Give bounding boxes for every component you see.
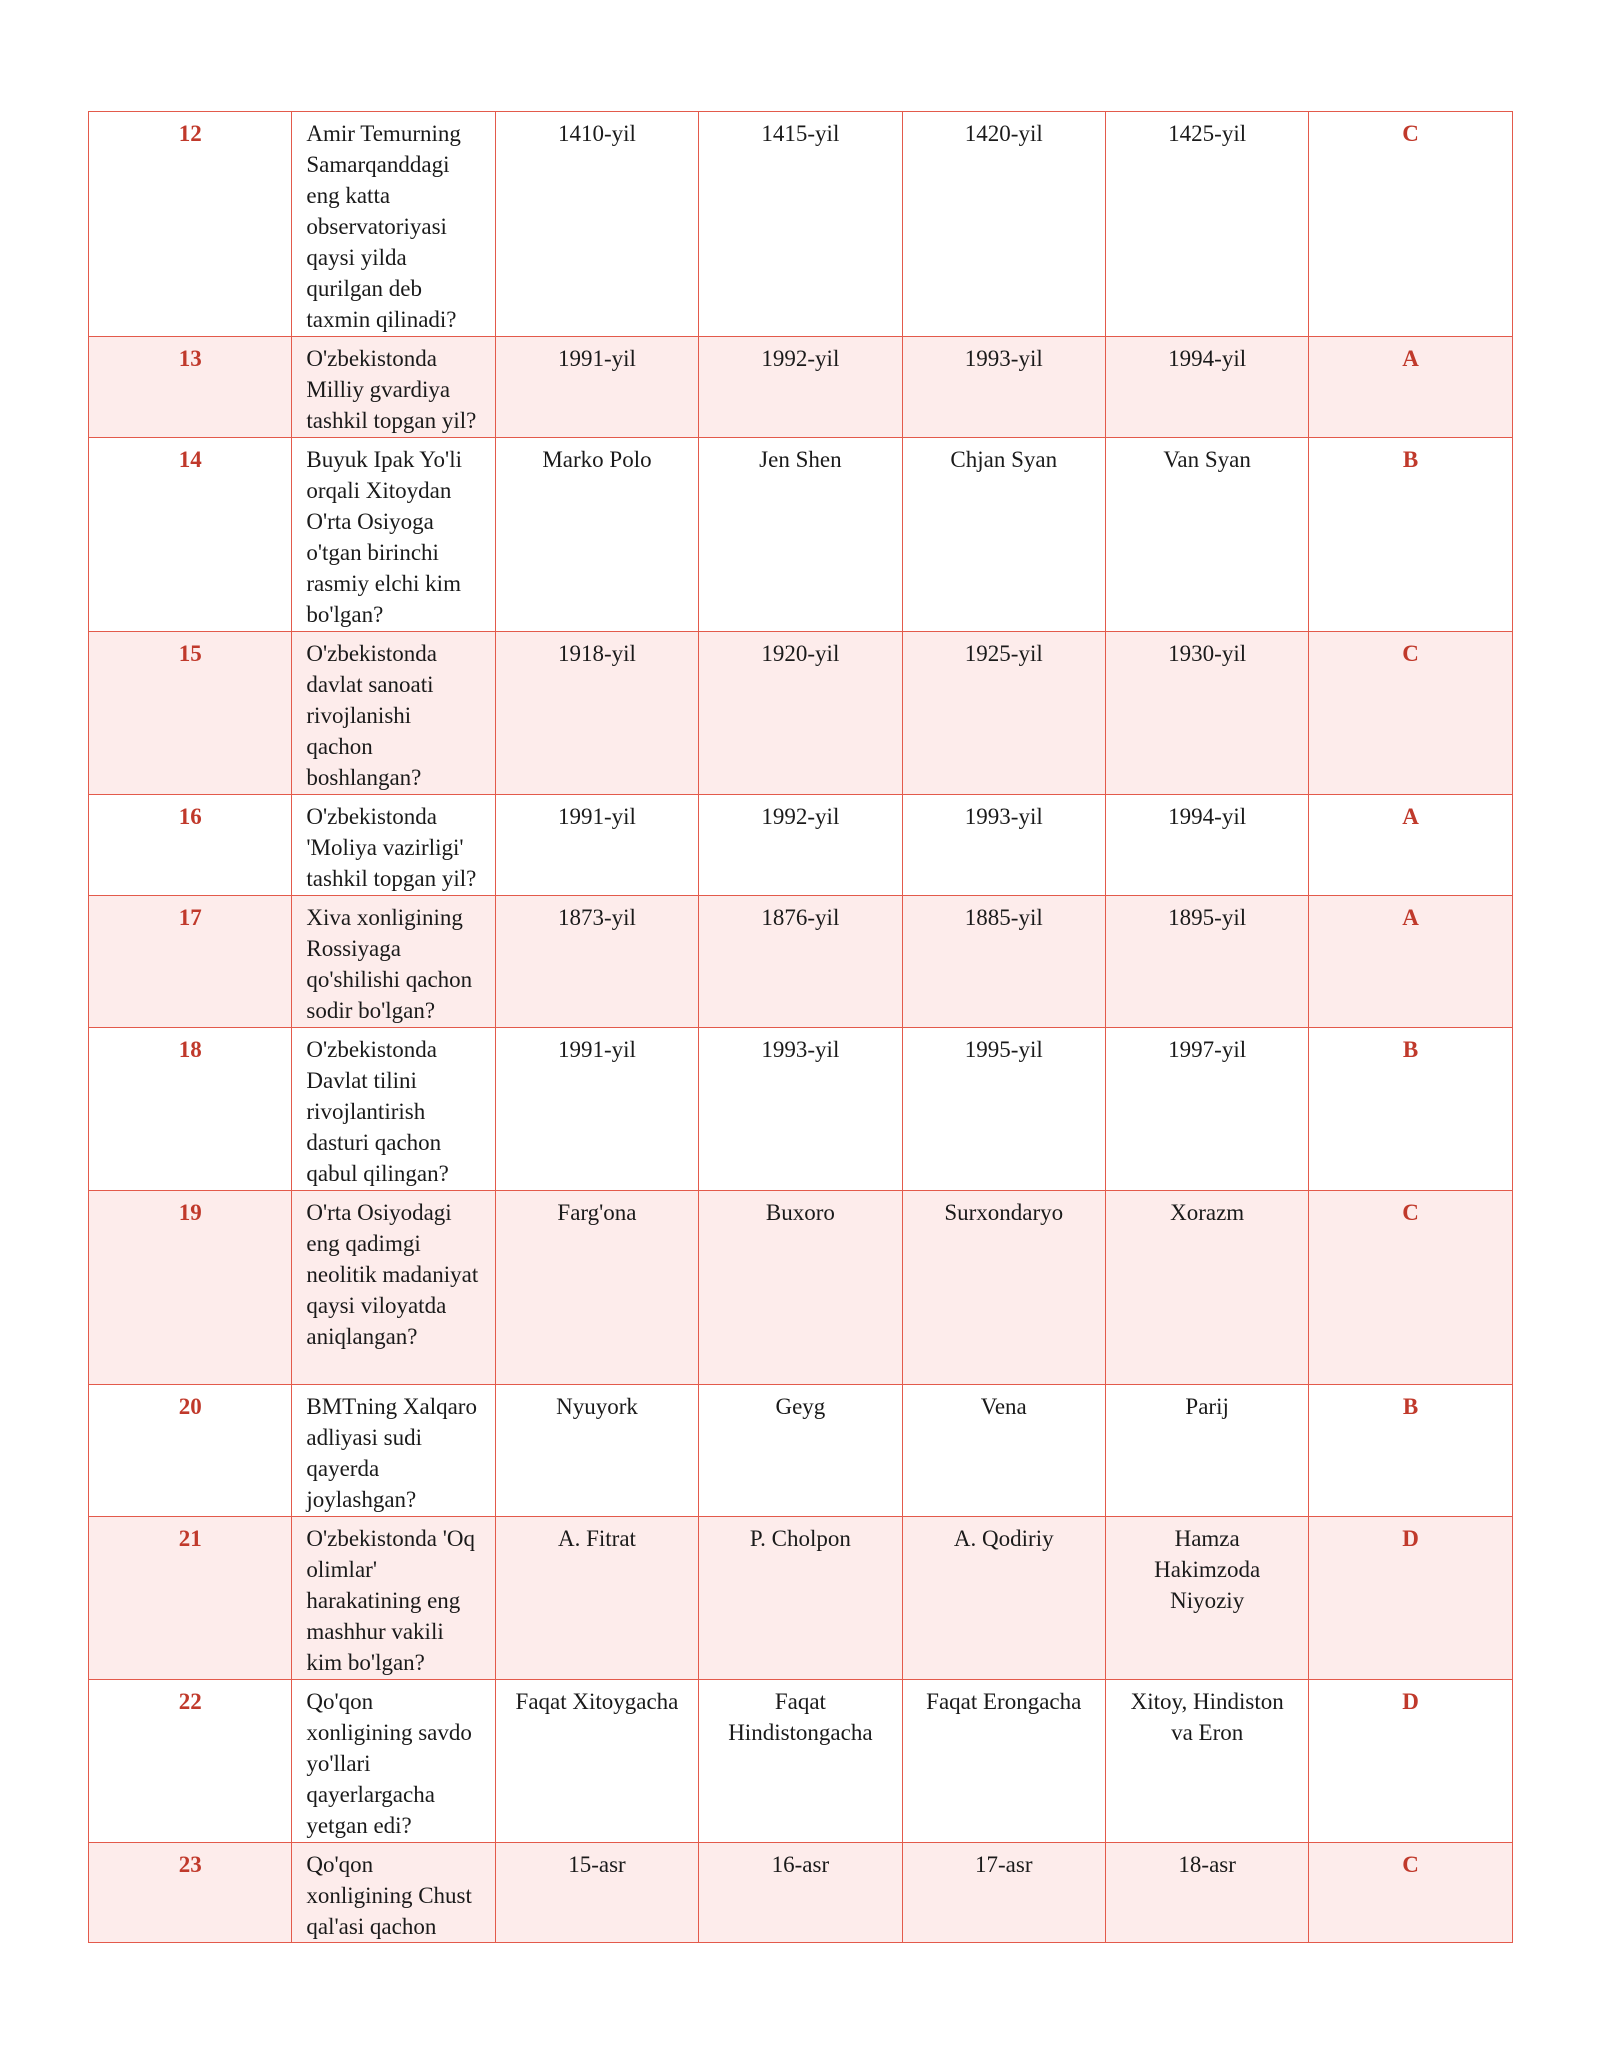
option-d: 18-asr xyxy=(1105,1843,1308,1943)
question-number: 15 xyxy=(89,632,292,795)
option-b: 1993-yil xyxy=(699,1028,902,1191)
correct-answer: C xyxy=(1309,1191,1512,1385)
table-row xyxy=(89,1517,1513,1680)
table-row xyxy=(89,337,1513,438)
option-b: 1920-yil xyxy=(699,632,902,795)
option-a: 1410-yil xyxy=(495,112,698,337)
question-text: O'zbekistonda 'Moliya vazirligi' tashkil topgan yil? xyxy=(292,795,495,896)
quiz-table-body xyxy=(89,112,1513,1943)
option-b: 16-asr xyxy=(699,1843,902,1943)
correct-answer: A xyxy=(1309,337,1512,438)
table-row xyxy=(89,1843,1513,1943)
option-a: 1991-yil xyxy=(495,795,698,896)
option-c: Chjan Syan xyxy=(902,438,1105,632)
option-c: 17-asr xyxy=(902,1843,1105,1943)
option-d: 1994-yil xyxy=(1105,337,1308,438)
correct-answer: C xyxy=(1309,112,1512,337)
question-number: 21 xyxy=(89,1517,292,1680)
option-a: Marko Polo xyxy=(495,438,698,632)
option-b: Geyg xyxy=(699,1385,902,1517)
option-d: Xitoy, Hindiston va Eron xyxy=(1105,1680,1308,1843)
option-b: 1992-yil xyxy=(699,337,902,438)
option-a: A. Fitrat xyxy=(495,1517,698,1680)
table-row xyxy=(89,112,1513,337)
question-text: Xiva xonligining Rossiyaga qo'shilishi qachon sodir bo'lgan? xyxy=(292,896,495,1028)
table-row xyxy=(89,896,1513,1028)
option-a: 1991-yil xyxy=(495,337,698,438)
question-text: Buyuk Ipak Yo'li orqali Xitoydan O'rta Osiyoga o'tgan birinchi rasmiy elchi kim bo'lgan? xyxy=(292,438,495,632)
question-number: 12 xyxy=(89,112,292,337)
option-a: 1918-yil xyxy=(495,632,698,795)
correct-answer: A xyxy=(1309,795,1512,896)
option-d: Hamza Hakimzoda Niyoziy xyxy=(1105,1517,1308,1680)
table-row xyxy=(89,795,1513,896)
option-c: Faqat Erongacha xyxy=(902,1680,1105,1843)
table-row xyxy=(89,1028,1513,1191)
option-b: Jen Shen xyxy=(699,438,902,632)
correct-answer: A xyxy=(1309,896,1512,1028)
option-d: Van Syan xyxy=(1105,438,1308,632)
option-d: Xorazm xyxy=(1105,1191,1308,1385)
option-c: 1420-yil xyxy=(902,112,1105,337)
correct-answer: D xyxy=(1309,1517,1512,1680)
table-row xyxy=(89,1680,1513,1843)
question-text: O'zbekistonda davlat sanoati rivojlanishi qachon boshlangan? xyxy=(292,632,495,795)
option-c: 1995-yil xyxy=(902,1028,1105,1191)
correct-answer: D xyxy=(1309,1680,1512,1843)
question-text: Qo'qon xonligining savdo yo'llari qayerlargacha yetgan edi? xyxy=(292,1680,495,1843)
table-row xyxy=(89,438,1513,632)
option-a: Nyuyork xyxy=(495,1385,698,1517)
option-c: 1925-yil xyxy=(902,632,1105,795)
question-text: O'zbekistonda Davlat tilini rivojlantirish dasturi qachon qabul qilingan? xyxy=(292,1028,495,1191)
quiz-table xyxy=(88,111,1513,1943)
option-c: 1993-yil xyxy=(902,337,1105,438)
table-row xyxy=(89,632,1513,795)
option-d: 1997-yil xyxy=(1105,1028,1308,1191)
option-d: Parij xyxy=(1105,1385,1308,1517)
question-text: BMTning Xalqaro adliyasi sudi qayerda joylashgan? xyxy=(292,1385,495,1517)
question-number: 17 xyxy=(89,896,292,1028)
table-row xyxy=(89,1191,1513,1385)
option-d: 1994-yil xyxy=(1105,795,1308,896)
table-row xyxy=(89,1385,1513,1517)
question-text: O'zbekistonda 'Oq olimlar' harakatining eng mashhur vakili kim bo'lgan? xyxy=(292,1517,495,1680)
question-number: 18 xyxy=(89,1028,292,1191)
option-a: 1991-yil xyxy=(495,1028,698,1191)
question-text: Amir Temurning Samarqanddagi eng katta observatoriyasi qaysi yilda qurilgan deb taxmin qilinadi? xyxy=(292,112,495,337)
option-a: 1873-yil xyxy=(495,896,698,1028)
question-number: 20 xyxy=(89,1385,292,1517)
question-number: 16 xyxy=(89,795,292,896)
option-d: 1895-yil xyxy=(1105,896,1308,1028)
question-number: 23 xyxy=(89,1843,292,1943)
option-a: Farg'ona xyxy=(495,1191,698,1385)
option-b: Faqat Hindistongacha xyxy=(699,1680,902,1843)
question-text: O'zbekistonda Milliy gvardiya tashkil topgan yil? xyxy=(292,337,495,438)
option-c: Surxondaryo xyxy=(902,1191,1105,1385)
correct-answer: C xyxy=(1309,632,1512,795)
option-c: Vena xyxy=(902,1385,1105,1517)
option-c: 1885-yil xyxy=(902,896,1105,1028)
option-b: Buxoro xyxy=(699,1191,902,1385)
option-d: 1930-yil xyxy=(1105,632,1308,795)
option-b: 1415-yil xyxy=(699,112,902,337)
question-number: 13 xyxy=(89,337,292,438)
question-text: Qo'qon xonligining Chust qal'asi qachon xyxy=(292,1843,495,1943)
option-b: 1876-yil xyxy=(699,896,902,1028)
correct-answer: B xyxy=(1309,1385,1512,1517)
option-c: A. Qodiriy xyxy=(902,1517,1105,1680)
question-text: O'rta Osiyodagi eng qadimgi neolitik madaniyat qaysi viloyatda aniqlangan? xyxy=(292,1191,495,1385)
correct-answer: B xyxy=(1309,1028,1512,1191)
option-a: Faqat Xitoygacha xyxy=(495,1680,698,1843)
option-b: P. Cholpon xyxy=(699,1517,902,1680)
option-b: 1992-yil xyxy=(699,795,902,896)
correct-answer: C xyxy=(1309,1843,1512,1943)
option-d: 1425-yil xyxy=(1105,112,1308,337)
correct-answer: B xyxy=(1309,438,1512,632)
question-number: 19 xyxy=(89,1191,292,1385)
quiz-table-container xyxy=(88,111,1513,1943)
question-number: 14 xyxy=(89,438,292,632)
option-c: 1993-yil xyxy=(902,795,1105,896)
question-number: 22 xyxy=(89,1680,292,1843)
option-a: 15-asr xyxy=(495,1843,698,1943)
